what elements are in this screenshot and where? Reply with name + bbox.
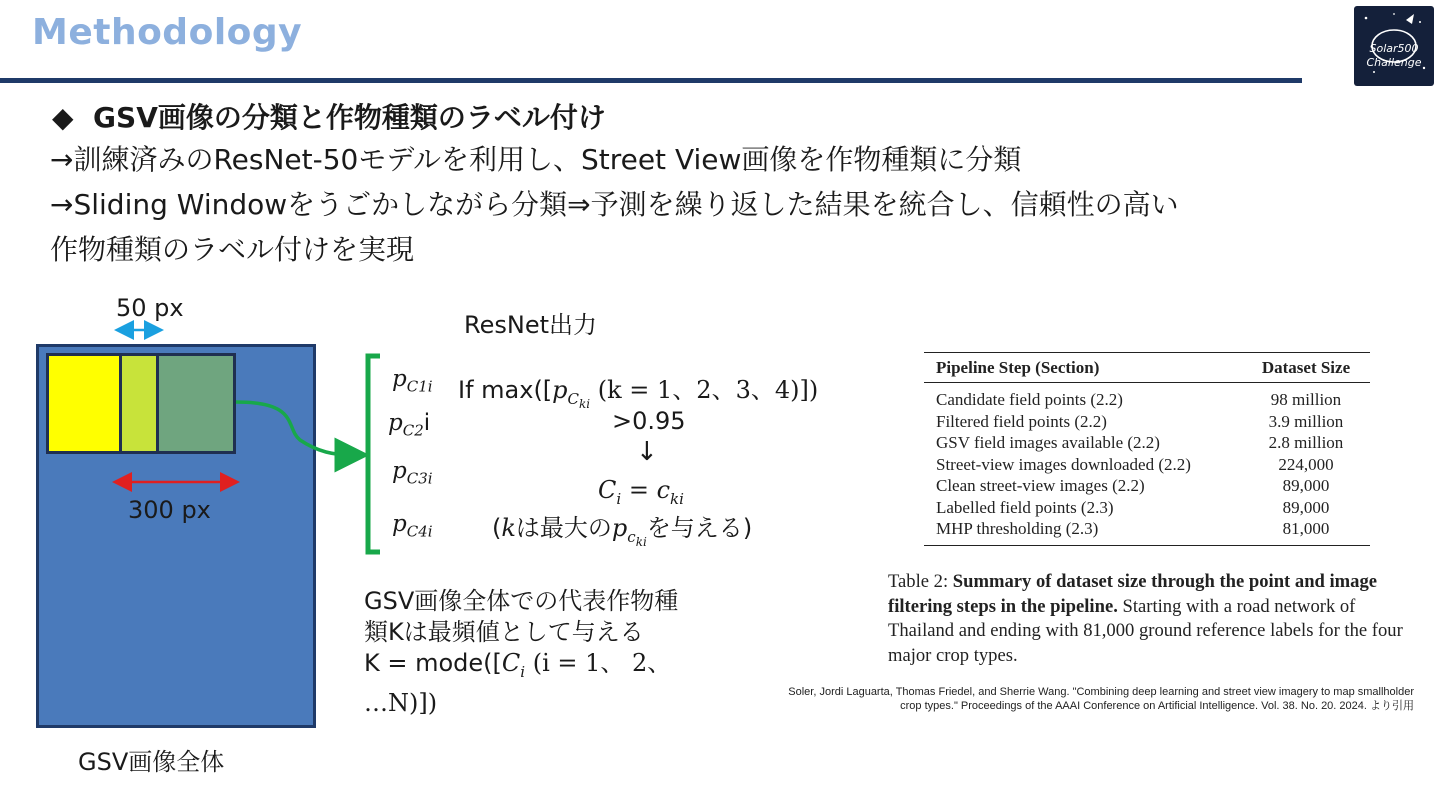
window-step-label: 50 px [116,294,184,322]
resnet-output-title: ResNet出力 [464,311,597,339]
table-header-size: Dataset Size [1242,353,1370,383]
output-p-c2: $p_{C2}i$ [388,410,431,440]
threshold: >0.95 [612,407,686,435]
table-header-row [924,353,1370,383]
mode-line-2: 類Kは最頻値として与える [364,618,644,646]
table-header-step: Pipeline Step (Section) [924,353,1242,383]
table-row: Clean street-view images (2.2) 89,000 [936,476,1330,495]
heading-text: GSV画像の分類と作物種類のラベル付け [93,101,606,134]
mode-line-4: …N)]) [364,688,438,717]
table-row: Candidate field points (2.2) 98 million [936,390,1342,409]
connector-arrow [236,402,352,455]
citation: Soler, Jordi Laguarta, Thomas Friedel, and Sherrie Wang. "Combining deep learning and street view imagery to map smallholder crop types." Proceedings of the AAAI Conference on Artificial Intelligence. Vol. 38. No. 20. 2024. より引用 [788,686,1414,712]
table-row: Street-view images downloaded (2.2) 224,000 [936,454,1334,474]
gsv-image-caption: GSV画像全体 [78,748,225,776]
table-row: GSV field images available (2.2) 2.8 million [936,433,1344,452]
window-width-label: 300 px [128,496,211,524]
down-arrow-icon: ↓ [636,437,658,467]
table-row: Filtered field points (2.2) 3.9 million [936,411,1344,431]
mode-line-1: GSV画像全体での代表作物種 [364,587,679,615]
table-caption: Table 2: Summary of dataset size through the point and image filtering steps in the pipeline. Starting with a road network of Thailand and ending with 81,000 ground reference labels for the four major crop types. [888,571,1403,666]
logo-text-top: Solar500 [1369,42,1419,55]
label-assignment: $C_i = c_{ki}$ [598,476,684,508]
logo-text-bottom: Challenge [1366,56,1422,69]
output-bracket [368,356,380,552]
output-p-c1: $p_{C1i}$ [392,366,433,396]
output-p-c3: $p_{C3i}$ [392,458,433,488]
table-row: Labelled field points (2.3) 89,000 [936,497,1330,517]
body-line-3: 作物種類のラベル付けを実現 [50,233,415,266]
body-line-2: →Sliding Windowをうごかしながら分類⇒予測を繰り返した結果を統合し、信頼性の高い [50,188,1179,221]
dataset-table [924,352,1370,546]
max-condition: If $\max([p_{C_{ki}}$ (k = 1、2、3、4)]) [458,376,819,411]
slide-title: Methodology [32,12,303,53]
table-row: MHP thresholding (2.3) 81,000 [924,518,1370,545]
mode-line-3: $K = mode([C_i$ (i = 1、 2、 [364,649,672,681]
output-p-c4: $p_{C4i}$ [392,511,433,541]
assignment-note: (kは最大の$p_{c_{ki}}$を与える) [492,514,753,549]
diamond-bullet-icon: ◆ [52,101,74,134]
mode-explanation [364,586,678,719]
body-line-1: →訓練済みのResNet-50モデルを利用し、Street View画像を作物種類に分類 [50,143,1022,176]
